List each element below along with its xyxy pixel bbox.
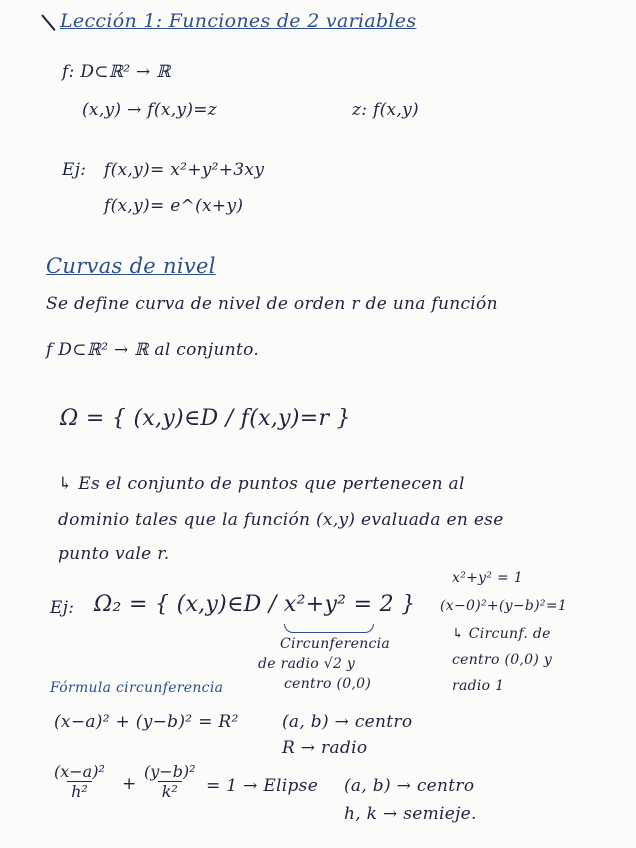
explanation-line-1: ↳ Es el conjunto de puntos que pertenecen al <box>58 474 465 494</box>
section-title: Curvas de nivel <box>46 254 216 278</box>
ellipse-center-note: (a, b) → centro <box>344 776 475 796</box>
margin-tick-mark <box>41 14 55 31</box>
center-note: (a, b) → centro <box>282 712 413 732</box>
explanation-line-2: dominio tales que la función (x,y) evaluada en ese <box>58 510 504 530</box>
function-z-note: z: f(x,y) <box>352 100 419 120</box>
definition-line-1: Se define curva de nivel de orden r de una función <box>46 294 498 314</box>
side-note-line-3: ↳ Circunf. de <box>452 626 551 642</box>
explanation-line-3: punto vale r. <box>58 544 170 564</box>
ellipse-fraction-1 <box>50 762 109 801</box>
circle-annotation-2: de radio √2 y <box>258 656 356 672</box>
side-note-line-4: centro (0,0) y <box>452 652 553 668</box>
underbrace <box>284 624 374 633</box>
formula-heading: Fórmula circunferencia <box>50 680 224 696</box>
ellipse-numerator-1: (x−a)² <box>54 762 105 781</box>
ellipse-plus: + <box>122 774 137 794</box>
circle-formula: (x−a)² + (y−b)² = R² <box>54 712 239 732</box>
circle-annotation-1: Circunferencia <box>280 636 391 652</box>
ellipse-denominator-2: k² <box>158 781 182 801</box>
definition-line-2: f D⊂ℝ² → ℝ al conjunto. <box>46 340 260 360</box>
example-function-2: f(x,y)= e^(x+y) <box>104 196 244 216</box>
ellipse-axes-note: h, k → semieje. <box>344 804 477 824</box>
example-2-formula: Ω₂ = { (x,y)∈D / x²+y² = 2 } <box>94 592 416 617</box>
side-note-line-5: radio 1 <box>452 678 505 694</box>
example-label: Ej: <box>62 160 87 180</box>
lesson-title: Lección 1: Funciones de 2 variables <box>60 10 417 32</box>
radius-note: R → radio <box>282 738 368 758</box>
ellipse-denominator-1: h² <box>67 781 92 801</box>
ellipse-equation: = 1 → Elipse <box>206 776 319 796</box>
example-2-label: Ej: <box>50 598 75 618</box>
ellipse-fraction-2 <box>140 762 200 801</box>
example-function-1: f(x,y)= x²+y²+3xy <box>104 160 265 180</box>
side-note-equation: x²+y² = 1 <box>452 570 523 586</box>
circle-annotation-3: centro (0,0) <box>284 676 372 692</box>
side-note-expanded: (x−0)²+(y−b)²=1 <box>440 598 568 614</box>
ellipse-numerator-2: (y−b)² <box>144 762 196 781</box>
level-set-definition: Ω = { (x,y)∈D / f(x,y)=r } <box>60 406 351 431</box>
function-definition: f: D⊂ℝ² → ℝ <box>62 62 171 82</box>
function-mapping: (x,y) → f(x,y)=z <box>82 100 218 120</box>
